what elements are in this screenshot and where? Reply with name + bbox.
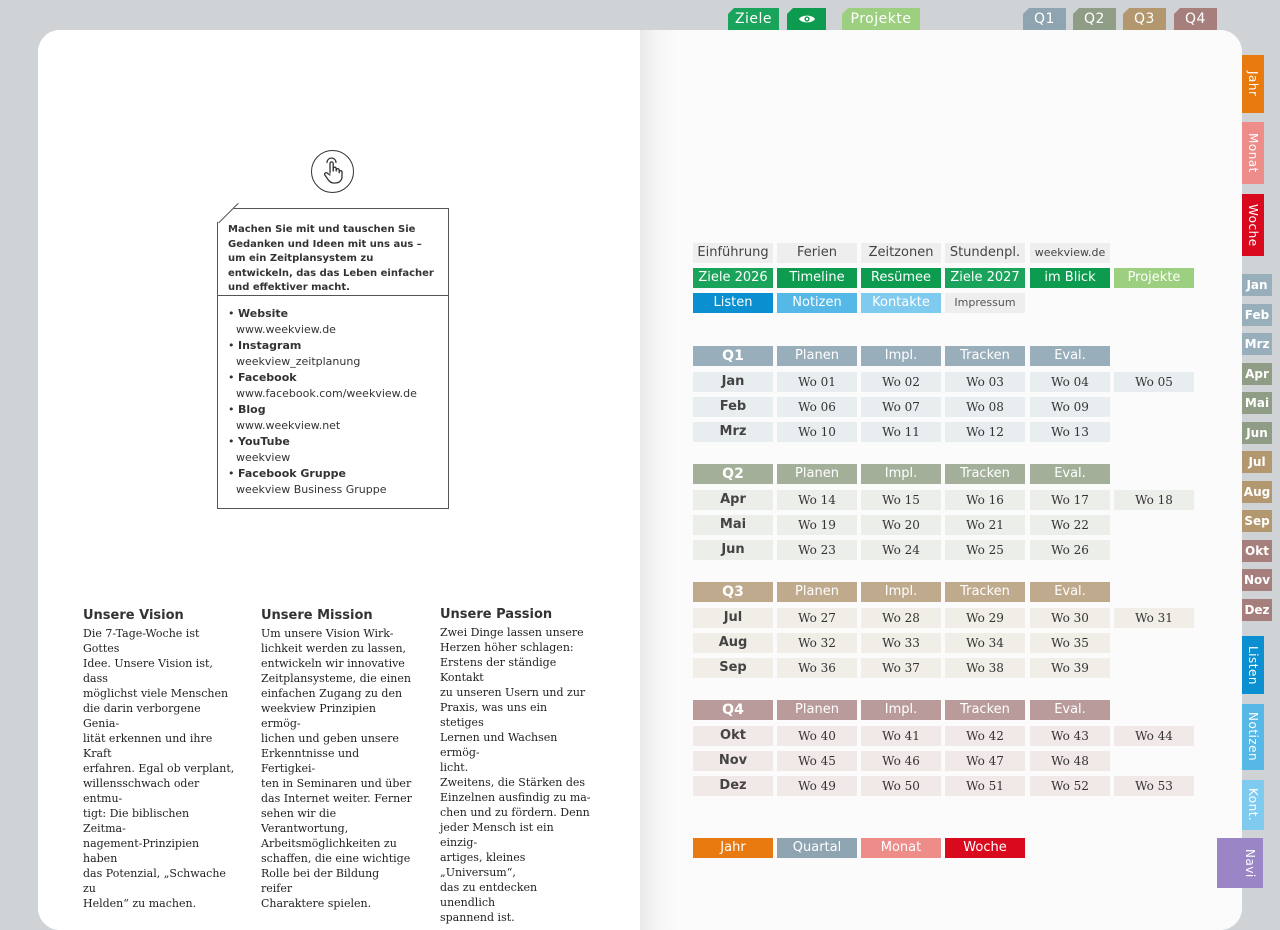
- month-cell[interactable]: Mai: [693, 515, 773, 535]
- left-page: [38, 30, 640, 930]
- week-cell[interactable]: Wo 32: [777, 633, 857, 653]
- week-cell[interactable]: Wo 49: [777, 776, 857, 796]
- nav-link[interactable]: Listen: [693, 293, 773, 313]
- social-link-item: • YouTube weekview: [228, 434, 438, 466]
- nav-link[interactable]: Zeitzonen: [861, 243, 941, 263]
- tab-navi-label: Navi: [1243, 848, 1257, 878]
- quarter-phase-header[interactable]: Eval.: [1030, 464, 1110, 484]
- week-cell[interactable]: Wo 07: [861, 397, 941, 417]
- nav-link[interactable]: Ziele 2026: [693, 268, 773, 288]
- tab-notizen[interactable]: [1242, 704, 1264, 770]
- week-cell[interactable]: Wo 42: [945, 726, 1025, 746]
- quarter-phase-header[interactable]: Eval.: [1030, 700, 1110, 720]
- nav-link[interactable]: Einführung: [693, 243, 773, 263]
- tab-q2[interactable]: Q2: [1073, 8, 1116, 30]
- social-link-value[interactable]: www.weekview.de: [236, 323, 336, 336]
- month-cell[interactable]: Dez: [693, 776, 773, 796]
- month-cell[interactable]: Okt: [693, 726, 773, 746]
- tab-month-mrz[interactable]: Mrz: [1242, 333, 1272, 355]
- week-cell[interactable]: Wo 25: [945, 540, 1025, 560]
- nav-link[interactable]: Projekte: [1114, 268, 1194, 288]
- nav-link[interactable]: weekview.de: [1030, 243, 1110, 263]
- passion-title: Unsere Passion: [440, 607, 553, 622]
- month-cell[interactable]: Aug: [693, 633, 773, 653]
- tab-jahr-label: Jahr: [1246, 71, 1260, 97]
- week-cell[interactable]: Wo 24: [861, 540, 941, 560]
- week-cell[interactable]: Wo 35: [1030, 633, 1110, 653]
- week-cell[interactable]: Wo 05: [1114, 372, 1194, 392]
- month-cell[interactable]: Jan: [693, 372, 773, 392]
- week-cell[interactable]: Wo 15: [861, 490, 941, 510]
- bottom-nav-link[interactable]: Monat: [861, 838, 941, 858]
- nav-link[interactable]: Ferien: [777, 243, 857, 263]
- tab-q4[interactable]: Q4: [1174, 8, 1217, 30]
- tab-month-jan[interactable]: Jan: [1242, 274, 1272, 296]
- social-link-label: Facebook: [238, 371, 297, 384]
- month-cell[interactable]: Jun: [693, 540, 773, 560]
- month-cell[interactable]: Nov: [693, 751, 773, 771]
- week-cell[interactable]: Wo 45: [777, 751, 857, 771]
- quarter-phase-header[interactable]: Planen: [777, 464, 857, 484]
- tab-im-blick[interactable]: [787, 8, 826, 30]
- week-cell[interactable]: Wo 29: [945, 608, 1025, 628]
- week-cell[interactable]: Wo 31: [1114, 608, 1194, 628]
- quarter-label[interactable]: Q1: [693, 346, 773, 366]
- tab-month-mai[interactable]: Mai: [1242, 392, 1272, 414]
- quarter-label[interactable]: Q3: [693, 582, 773, 602]
- eye-icon: [798, 13, 816, 25]
- week-cell[interactable]: Wo 39: [1030, 658, 1110, 678]
- vision-title: Unsere Vision: [83, 608, 184, 623]
- quarter-phase-header[interactable]: Planen: [777, 582, 857, 602]
- week-cell[interactable]: Wo 12: [945, 422, 1025, 442]
- vision-text: Die 7-Tage-Woche ist Gottes Idee. Unsere Vision ist, dass möglichst viele Menschen die darin verborgene Genia- lität erkennen und ihre Kraft erfahren. Egal ob verplant, willensschwach oder entmu- tigt: Die biblischen Zeitma- nagement-Prinzipien haben das Potenzial, „Schwache zu Helden“ zu machen.: [83, 627, 235, 910]
- social-links-list: [218, 296, 448, 498]
- nav-link[interactable]: Notizen: [777, 293, 857, 313]
- social-link-item: • Website www.weekview.de: [228, 306, 438, 338]
- nav-link[interactable]: im Blick: [1030, 268, 1110, 288]
- week-cell[interactable]: Wo 09: [1030, 397, 1110, 417]
- mission-text: Um unsere Vision Wirk- lichkeit werden zu lassen, entwickeln wir innovative Zeitplansysteme, die einen einfachen Zugang zu den weekview Prinzipien ermög- lichen und geben unsere Erkenntnisse und Fertigkei- ten in Seminaren und über das Internet weiter. Ferner sehen wir die Verantwortung, Arbeitsmöglichkeiten zu schaffen, die eine wichtige Rolle bei der Bildung reifer Charaktere spielen.: [261, 627, 412, 910]
- social-link-item: • Facebook Gruppe weekview Business Gruppe: [228, 466, 438, 498]
- quarter-phase-header[interactable]: Eval.: [1030, 582, 1110, 602]
- social-link-label: YouTube: [238, 435, 290, 448]
- social-link-value[interactable]: www.facebook.com/weekview.de: [236, 387, 417, 400]
- quarter-phase-header[interactable]: Impl.: [861, 464, 941, 484]
- tab-month-feb[interactable]: Feb: [1242, 304, 1272, 326]
- week-cell[interactable]: Wo 13: [1030, 422, 1110, 442]
- week-cell[interactable]: Wo 02: [861, 372, 941, 392]
- vision-column: [83, 608, 235, 911]
- tab-month-sep[interactable]: Sep: [1242, 510, 1272, 532]
- week-cell[interactable]: Wo 03: [945, 372, 1025, 392]
- month-cell[interactable]: Jul: [693, 608, 773, 628]
- week-cell[interactable]: Wo 14: [777, 490, 857, 510]
- week-cell[interactable]: Wo 53: [1114, 776, 1194, 796]
- week-cell[interactable]: Wo 21: [945, 515, 1025, 535]
- social-link-item: • Blog www.weekview.net: [228, 402, 438, 434]
- tab-kontakte[interactable]: [1242, 780, 1264, 830]
- social-link-value[interactable]: weekview Business Gruppe: [236, 483, 387, 496]
- quarter-phase-header[interactable]: Tracken: [945, 700, 1025, 720]
- social-link-label: Blog: [238, 403, 266, 416]
- nav-link[interactable]: Impressum: [945, 293, 1025, 313]
- month-cell[interactable]: Feb: [693, 397, 773, 417]
- tab-month-dez[interactable]: Dez: [1242, 599, 1272, 621]
- quarter-phase-header[interactable]: Planen: [777, 700, 857, 720]
- quarter-phase-header[interactable]: Tracken: [945, 464, 1025, 484]
- week-cell[interactable]: Wo 46: [861, 751, 941, 771]
- nav-link[interactable]: Timeline: [777, 268, 857, 288]
- nav-link[interactable]: Ziele 2027: [945, 268, 1025, 288]
- quarter-phase-header[interactable]: Planen: [777, 346, 857, 366]
- tab-woche[interactable]: [1242, 194, 1264, 256]
- mission-title: Unsere Mission: [261, 608, 373, 623]
- week-cell[interactable]: Wo 30: [1030, 608, 1110, 628]
- week-cell[interactable]: Wo 27: [777, 608, 857, 628]
- week-cell[interactable]: Wo 26: [1030, 540, 1110, 560]
- social-link-item: • Facebook www.facebook.com/weekview.de: [228, 370, 438, 402]
- social-link-value[interactable]: www.weekview.net: [236, 419, 341, 432]
- quarter-phase-header[interactable]: Eval.: [1030, 346, 1110, 366]
- social-link-value[interactable]: weekview_zeitplanung: [236, 355, 361, 368]
- week-cell[interactable]: Wo 33: [861, 633, 941, 653]
- week-cell[interactable]: Wo 17: [1030, 490, 1110, 510]
- passion-text: Zwei Dinge lassen unsere Herzen höher schlagen: Erstens der ständige Kontakt zu unseren Usern und zur Praxis, was uns ein stetiges Lernen und Wachsen ermög- licht. Zweitens, die Stärken des Einzelnen ausfindig zu ma- chen und zu fördern. Denn jeder Mensch ist ein einzig- artiges, kleines „Universum“, das zu entdecken unendlich spannend ist.: [440, 626, 591, 924]
- tab-monat-label: Monat: [1246, 133, 1260, 173]
- tab-month-aug[interactable]: Aug: [1242, 481, 1272, 503]
- week-cell[interactable]: Wo 06: [777, 397, 857, 417]
- week-cell[interactable]: Wo 38: [945, 658, 1025, 678]
- tab-ziele[interactable]: Ziele: [728, 8, 779, 30]
- week-cell[interactable]: Wo 40: [777, 726, 857, 746]
- tab-listen[interactable]: [1242, 636, 1264, 694]
- hand-pointer-icon: [311, 150, 354, 193]
- quarter-phase-header[interactable]: Tracken: [945, 346, 1025, 366]
- tab-kont-label: Kont.: [1246, 788, 1260, 822]
- week-cell[interactable]: Wo 10: [777, 422, 857, 442]
- tab-woche-label: Woche: [1246, 203, 1260, 247]
- month-cell[interactable]: Apr: [693, 490, 773, 510]
- tab-month-apr[interactable]: Apr: [1242, 363, 1272, 385]
- week-cell[interactable]: Wo 52: [1030, 776, 1110, 796]
- tab-jahr[interactable]: [1242, 55, 1264, 113]
- community-intro: Machen Sie mit und tauschen Sie Gedanken und Ideen mit uns aus – um ein Zeitplansystem zu entwickeln, das das Leben einfacher und effektiver macht.: [218, 209, 448, 296]
- mission-column: [261, 608, 413, 911]
- week-cell[interactable]: Wo 04: [1030, 372, 1110, 392]
- quarter-phase-header[interactable]: Impl.: [861, 582, 941, 602]
- quarter-label[interactable]: Q4: [693, 700, 773, 720]
- month-cell[interactable]: Sep: [693, 658, 773, 678]
- quarter-phase-header[interactable]: Impl.: [861, 346, 941, 366]
- week-cell[interactable]: Wo 23: [777, 540, 857, 560]
- week-cell[interactable]: Wo 51: [945, 776, 1025, 796]
- nav-link[interactable]: Kontakte: [861, 293, 941, 313]
- week-cell[interactable]: Wo 16: [945, 490, 1025, 510]
- week-cell[interactable]: Wo 28: [861, 608, 941, 628]
- week-cell[interactable]: Wo 43: [1030, 726, 1110, 746]
- social-link-item: • Instagram weekview_zeitplanung: [228, 338, 438, 370]
- week-cell[interactable]: Wo 36: [777, 658, 857, 678]
- tab-q1[interactable]: Q1: [1023, 8, 1066, 30]
- quarter-phase-header[interactable]: Tracken: [945, 582, 1025, 602]
- social-link-label: Website: [238, 307, 289, 320]
- quarter-label[interactable]: Q2: [693, 464, 773, 484]
- week-cell[interactable]: Wo 22: [1030, 515, 1110, 535]
- week-cell[interactable]: Wo 01: [777, 372, 857, 392]
- tab-q3[interactable]: Q3: [1123, 8, 1166, 30]
- tab-notizen-label: Notizen: [1246, 712, 1260, 762]
- tab-month-okt[interactable]: Okt: [1242, 540, 1272, 562]
- tab-month-nov[interactable]: Nov: [1242, 569, 1272, 591]
- tab-month-jun[interactable]: Jun: [1242, 422, 1272, 444]
- tab-monat[interactable]: [1242, 122, 1264, 184]
- week-cell[interactable]: Wo 37: [861, 658, 941, 678]
- bottom-nav-link[interactable]: Jahr: [693, 838, 773, 858]
- week-cell[interactable]: Wo 47: [945, 751, 1025, 771]
- week-cell[interactable]: Wo 11: [861, 422, 941, 442]
- week-cell[interactable]: Wo 18: [1114, 490, 1194, 510]
- week-cell[interactable]: Wo 48: [1030, 751, 1110, 771]
- nav-link[interactable]: Stundenpl.: [945, 243, 1025, 263]
- social-link-label: Instagram: [238, 339, 302, 352]
- week-cell[interactable]: Wo 19: [777, 515, 857, 535]
- passion-column: [440, 607, 592, 925]
- bottom-nav-link[interactable]: Woche: [945, 838, 1025, 858]
- week-cell[interactable]: Wo 08: [945, 397, 1025, 417]
- week-cell[interactable]: Wo 20: [861, 515, 941, 535]
- bottom-nav-link[interactable]: Quartal: [777, 838, 857, 858]
- week-cell[interactable]: Wo 41: [861, 726, 941, 746]
- social-link-value[interactable]: weekview: [236, 451, 291, 464]
- month-cell[interactable]: Mrz: [693, 422, 773, 442]
- quarter-phase-header[interactable]: Impl.: [861, 700, 941, 720]
- tab-projekte[interactable]: Projekte: [842, 8, 920, 30]
- tab-listen-label: Listen: [1246, 645, 1260, 685]
- week-cell[interactable]: Wo 50: [861, 776, 941, 796]
- week-cell[interactable]: Wo 34: [945, 633, 1025, 653]
- tab-month-jul[interactable]: Jul: [1242, 451, 1272, 473]
- social-link-label: Facebook Gruppe: [238, 467, 346, 480]
- week-cell[interactable]: Wo 44: [1114, 726, 1194, 746]
- tab-navi[interactable]: [1217, 838, 1263, 888]
- nav-link[interactable]: Resümee: [861, 268, 941, 288]
- community-info-box: [217, 208, 449, 509]
